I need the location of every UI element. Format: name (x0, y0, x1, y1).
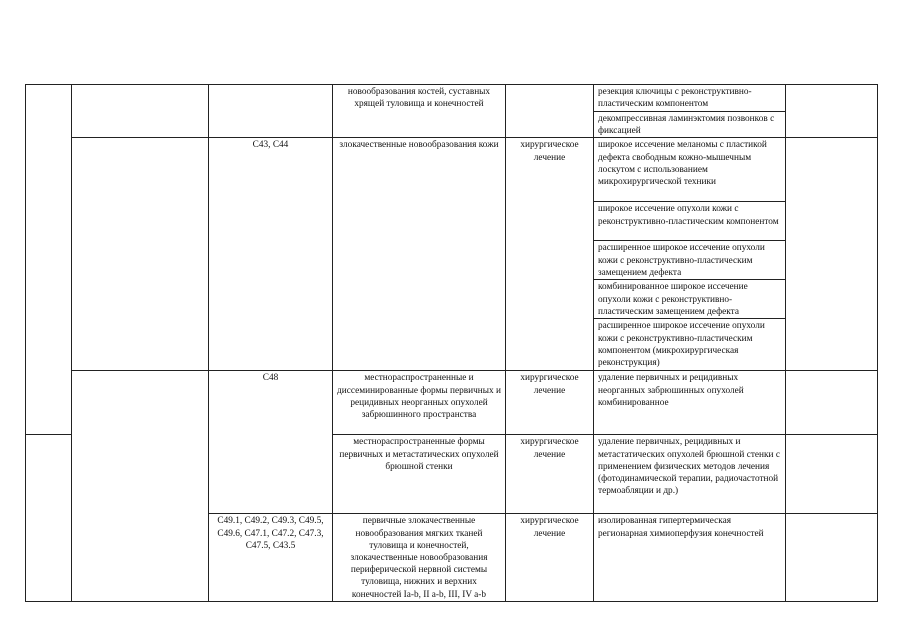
table-cell-method: широкое иссечение меланомы с пластикой дефекта свободным кожно-мышечным лоскутом с использованием микрохирургической техники (594, 138, 786, 202)
table-cell-code: C48 (209, 371, 333, 514)
table-row (26, 85, 878, 112)
table-cell-profile (72, 138, 209, 371)
table-cell-number (26, 435, 72, 602)
table-cell-treatment: хирургическое лечение (506, 435, 594, 514)
table-cell-norm (786, 138, 878, 371)
table-cell-diagnosis: злокачественные новообразования кожи (333, 138, 506, 371)
table-cell-treatment (506, 85, 594, 138)
table-cell-treatment: хирургическое лечение (506, 514, 594, 602)
table-cell-method: широкое иссечение опухоли кожи с реконструктивно-пластическим компонентом (594, 202, 786, 241)
treatment-table (25, 84, 878, 602)
table-cell-method: удаление первичных и рецидивных неорганных забрюшинных опухолей комбинированное (594, 371, 786, 435)
table-cell-profile (72, 85, 209, 138)
table-cell-method: комбинированное широкое иссечение опухоли кожи с реконструктивно-пластическим замещением дефекта (594, 280, 786, 319)
table-row (26, 138, 878, 202)
table-cell-code: C49.1, C49.2, C49.3, C49.5, C49.6, C47.1, C47.2, C47.3, C47.5, C43.5 (209, 514, 333, 602)
table-cell-treatment: хирургическое лечение (506, 138, 594, 371)
table-cell-diagnosis: местнораспространенные формы первичных и метастатических опухолей брюшной стенки (333, 435, 506, 514)
table-cell-norm (786, 371, 878, 435)
table-cell-method: удаление первичных, рецидивных и метастатических опухолей брюшной стенки с применением физических методов лечения (фотодинамической терапии, радиочастотной термоабляции и др.) (594, 435, 786, 514)
table-cell-method: изолированная гипертермическая регионарная химиоперфузия конечностей (594, 514, 786, 602)
table-cell-method: расширенное широкое иссечение опухоли кожи с реконструктивно-пластическим компонентом (микрохирургическая реконструкция) (594, 319, 786, 371)
table-cell-diagnosis: местнораспространенные и диссеминированные формы первичных и рецидивных неорганных опухолей забрюшинного пространства (333, 371, 506, 435)
table-cell-code: C43, C44 (209, 138, 333, 371)
table-cell-treatment: хирургическое лечение (506, 371, 594, 435)
table-cell-diagnosis: первичные злокачественные новообразования мягких тканей туловища и конечностей, злокачественные новообразования периферической нервной системы туловища, нижних и верхних конечностей Ia-b, II a-b, III, IV a-b (333, 514, 506, 602)
table-cell-norm (786, 435, 878, 514)
table-cell-method: резекция ключицы с реконструктивно-пластическим компонентом (594, 85, 786, 112)
table-cell-norm (786, 514, 878, 602)
table-cell-method: декомпрессивная ламинэктомия позвонков с фиксацией (594, 112, 786, 138)
table-cell-norm (786, 85, 878, 138)
table-row (26, 371, 878, 435)
table-cell-profile (72, 371, 209, 602)
table-cell-code (209, 85, 333, 138)
table-cell-diagnosis: новообразования костей, суставных хрящей туловища и конечностей (333, 85, 506, 138)
table-cell-method: расширенное широкое иссечение опухоли кожи с реконструктивно-пластическим замещением дефекта (594, 241, 786, 280)
table-cell-number (26, 85, 72, 435)
